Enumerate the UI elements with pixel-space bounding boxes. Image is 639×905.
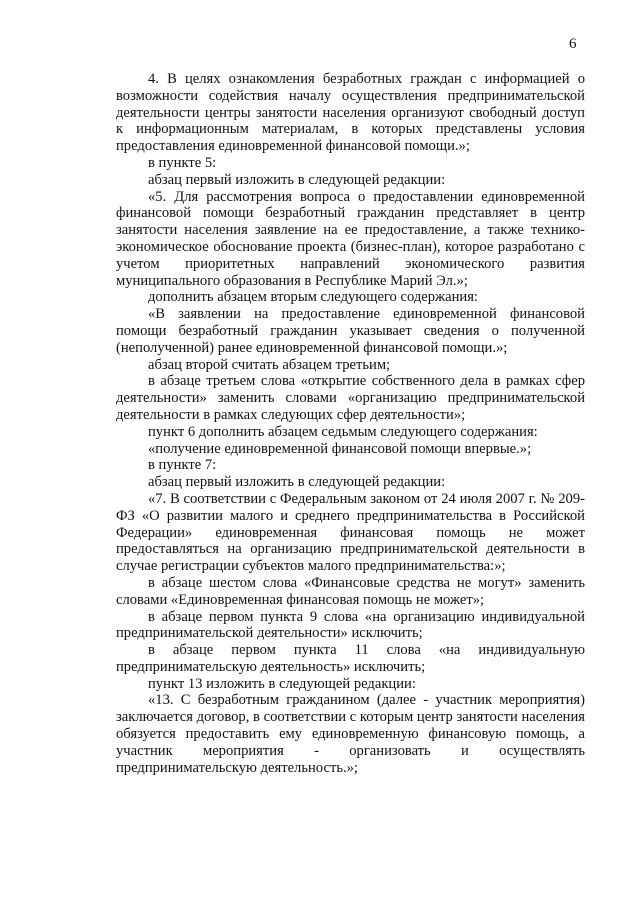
paragraph-point-6-add: пункт 6 дополнить абзацем седьмым следующего содержания: <box>148 423 538 440</box>
paragraph-first-abzac-edit-2: абзац первый изложить в следующей редакции: <box>148 474 446 491</box>
paragraph-point-11-exclude: в абзаце первом пункта 11 слова «на индивидуальную предпринимательскую деятельность» исключить; <box>116 642 585 675</box>
paragraph-first-time-help: «получение единовременной финансовой помощи впервые.»; <box>148 440 532 457</box>
paragraph-point-7: в пункте 7: <box>148 457 217 474</box>
page-number: 6 <box>569 36 577 52</box>
paragraph-item-4: 4. В целях ознакомления безработных граждан с информацией о возможности содействия началу осуществления предпринимательской деятельности центры занятости населения организуют свободный доступ к информационным материалам, в которых представлены условия предоставления единовременной финансовой помощи.»; <box>116 71 585 155</box>
paragraph-sixth-abzac-replace: в абзаце шестом слова «Финансовые средства не могут» заменить словами «Единовременная финансовая помощь не может»; <box>116 574 585 608</box>
paragraph-item-5-text: «5. Для рассмотрения вопроса о предоставлении единовременной финансовой помощи безработный гражданин представляет в центр занятости населения заявление на ее предоставление, а также технико-экономическое обоснование проекта (бизнес-план), которое разработано с учетом приоритетных направлений экономического развития муниципального образования в Республике Марий Эл.»; <box>116 188 585 289</box>
paragraph-first-abzac-edit: абзац первый изложить в следующей редакции: <box>148 171 446 188</box>
paragraph-replace-words: в абзаце третьем слова «открытие собственного дела в рамках сфер деятельности» заменить словами «организацию предпринимательской деятельности в рамках следующих сфер деятельности»; <box>116 373 585 423</box>
paragraph-point-13-edit: пункт 13 изложить в следующей редакции: <box>148 675 416 692</box>
paragraph-renumber-abzac: абзац второй считать абзацем третьим; <box>148 356 391 373</box>
paragraph-item-13-text: «13. С безработным гражданином (далее - участник мероприятия) заключается договор, в соответствии с которым центр занятости населения обязуется предоставить ему единовременную финансовую помощь, а участник мероприятия - организовать и осуществлять предпринимательскую деятельность.»; <box>116 692 585 776</box>
paragraph-add-second-abzac: дополнить абзацем вторым следующего содержания: <box>148 289 478 306</box>
paragraph-item-7-text: «7. В соответствии с Федеральным законом от 24 июля 2007 г. № 209-ФЗ «О развитии малого и среднего предпринимательства в Российской Федерации» единовременная финансовая помощь не может предоставляться на организацию предпринимательской деятельности в случае регистрации субъектов малого предпринимательства:»; <box>116 490 585 575</box>
paragraph-point-5: в пункте 5: <box>148 154 217 171</box>
document-body <box>116 71 585 776</box>
paragraph-application-text: «В заявлении на предоставление единовременной финансовой помощи безработный гражданин указывает сведения о полученной (неполученной) ранее единовременной финансовой помощи.»; <box>116 306 585 356</box>
paragraph-point-9-exclude: в абзаце первом пункта 9 слова «на организацию индивидуальной предпринимательской деятельности» исключить; <box>116 608 585 642</box>
